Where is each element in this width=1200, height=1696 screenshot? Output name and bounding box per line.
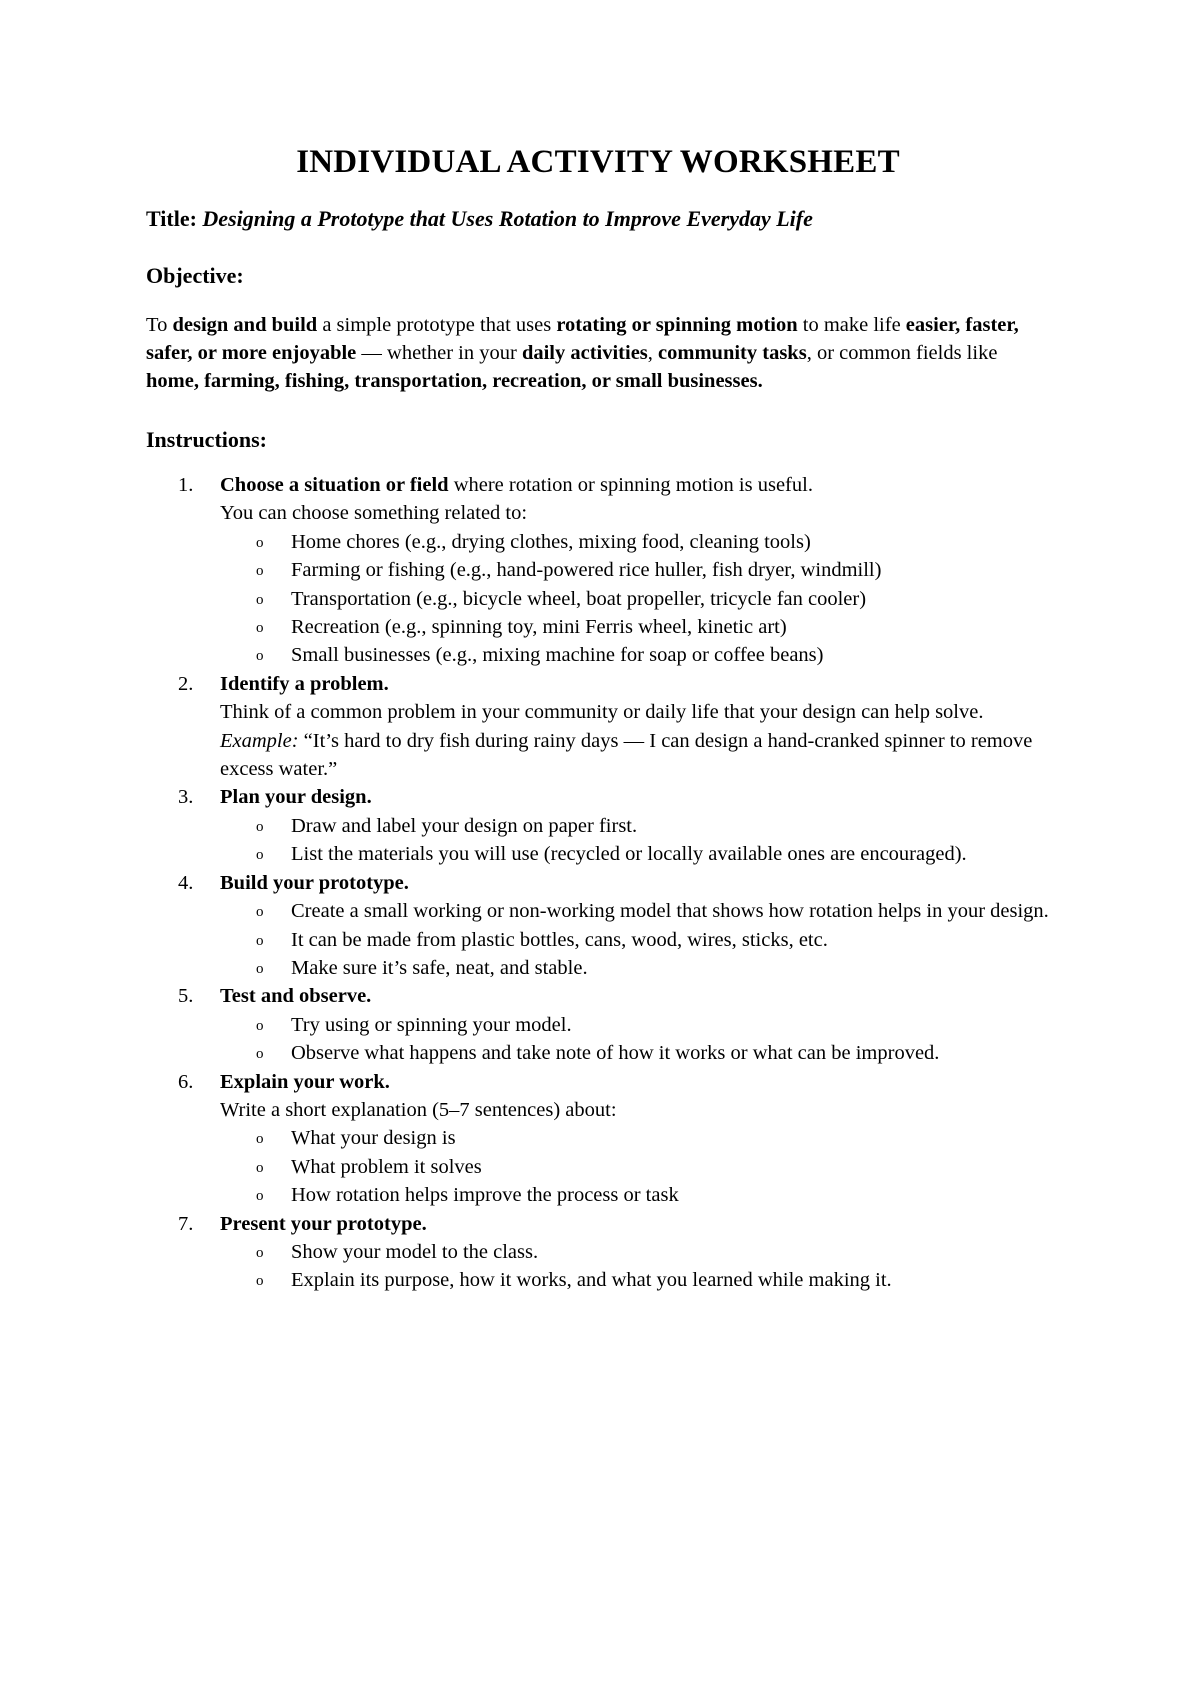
bullet-icon: o	[256, 960, 264, 977]
step-description: Write a short explanation (5–7 sentences) about:	[220, 1098, 617, 1121]
list-item	[219, 1039, 1050, 1067]
list-item	[219, 926, 1050, 954]
objective-emphasis: rotating or spinning motion	[556, 314, 798, 336]
list-item	[219, 641, 1050, 669]
sub-item-list	[220, 1011, 1050, 1068]
instructions-heading: Instructions:	[146, 427, 268, 452]
bullet-icon: o	[256, 1273, 264, 1290]
page-title: INDIVIDUAL ACTIVITY WORKSHEET	[296, 144, 900, 180]
sub-item-list	[220, 528, 1050, 670]
step-number: 6.	[178, 1070, 194, 1093]
sub-item-list	[220, 897, 1050, 982]
list-item	[219, 897, 1050, 925]
bullet-icon: o	[256, 534, 264, 551]
bullet-icon: o	[256, 591, 264, 608]
list-item	[219, 613, 1050, 641]
step-heading: Present your prototype.	[220, 1212, 427, 1235]
sub-item-text: Farming or fishing (e.g., hand-powered rice huller, fish dryer, windmill)	[291, 559, 882, 582]
objective-text: ,	[647, 342, 659, 364]
sub-item-text: Try using or spinning your model.	[291, 1013, 572, 1036]
sub-item-list	[220, 1124, 1050, 1209]
list-item	[219, 812, 1050, 840]
sub-item-text: Home chores (e.g., drying clothes, mixing food, cleaning tools)	[291, 530, 811, 553]
list-item	[219, 840, 1050, 868]
bullet-icon: o	[256, 620, 264, 637]
sub-item-text: Small businesses (e.g., mixing machine for soap or coffee beans)	[291, 644, 824, 667]
bullet-icon: o	[256, 1188, 264, 1205]
sub-item-text: Create a small working or non-working model that shows how rotation helps in your design.	[291, 900, 1049, 923]
step-heading: Plan your design.	[220, 786, 372, 809]
list-item	[219, 556, 1050, 584]
objective-emphasis: home, farming, fishing, transportation, recreation, or small businesses.	[146, 370, 763, 392]
sub-item-text: Transportation (e.g., bicycle wheel, boat propeller, tricycle fan cooler)	[291, 587, 867, 610]
worksheet-title-line	[146, 204, 1050, 234]
objective-paragraph	[146, 311, 1050, 395]
instruction-steps-list	[146, 471, 1050, 1295]
step-heading-line	[220, 670, 1050, 698]
instruction-step	[146, 1210, 1050, 1295]
list-item	[219, 1011, 1050, 1039]
bullet-icon: o	[256, 1046, 264, 1063]
step-heading: Build your prototype.	[220, 871, 409, 894]
bullet-icon: o	[256, 904, 264, 921]
list-item	[219, 585, 1050, 613]
bullet-icon: o	[256, 1017, 264, 1034]
sub-item-text: Recreation (e.g., spinning toy, mini Ferris wheel, kinetic art)	[291, 616, 787, 639]
bullet-icon: o	[256, 1159, 264, 1176]
list-item	[219, 954, 1050, 982]
bullet-icon: o	[256, 1244, 264, 1261]
bullet-icon: o	[256, 1131, 264, 1148]
step-heading-line	[220, 783, 1050, 811]
step-heading: Identify a problem.	[220, 672, 389, 695]
bullet-icon: o	[256, 932, 264, 949]
sub-item-text: List the materials you will use (recycled or locally available ones are encouraged).	[291, 843, 967, 866]
step-heading: Test and observe.	[220, 985, 372, 1008]
sub-item-text: Show your model to the class.	[291, 1240, 539, 1263]
objective-text: To	[146, 314, 173, 336]
step-heading-line	[220, 1068, 1050, 1096]
step-heading-line	[220, 982, 1050, 1010]
step-number: 5.	[178, 985, 194, 1008]
step-description: You can choose something related to:	[220, 502, 528, 525]
objective-text: to make life	[797, 314, 906, 336]
step-example	[220, 727, 1050, 784]
objective-emphasis: design and build	[172, 314, 318, 336]
sub-item-text: Draw and label your design on paper first.	[291, 814, 638, 837]
example-text: “It’s hard to dry fish during rainy days — I can design a hand-cranked spinner to remove excess water.”	[220, 729, 1033, 781]
example-label: Example:	[220, 729, 299, 752]
instruction-step	[146, 869, 1050, 983]
instruction-step	[146, 471, 1050, 670]
instruction-step	[146, 1068, 1050, 1210]
bullet-icon: o	[256, 563, 264, 580]
bullet-icon: o	[256, 648, 264, 665]
step-heading: Explain your work.	[220, 1070, 390, 1093]
objective-emphasis: community tasks	[658, 342, 807, 364]
step-heading-line	[220, 471, 1050, 499]
bullet-icon: o	[256, 847, 264, 864]
sub-item-list	[220, 1238, 1050, 1295]
list-item	[219, 1238, 1050, 1266]
instruction-step	[146, 783, 1050, 868]
sub-item-text: How rotation helps improve the process or task	[291, 1184, 679, 1207]
list-item	[219, 1153, 1050, 1181]
list-item	[219, 1124, 1050, 1152]
objective-emphasis: daily activities	[521, 342, 648, 364]
objective-emphasis: easier, faster, safer, or more enjoyable	[146, 314, 1019, 364]
sub-item-text: It can be made from plastic bottles, cans, wood, wires, sticks, etc.	[291, 928, 828, 951]
sub-item-text: What your design is	[291, 1127, 456, 1150]
step-heading-line	[220, 869, 1050, 897]
step-description: Think of a common problem in your community or daily life that your design can help solve.	[220, 701, 984, 724]
step-number: 4.	[178, 871, 194, 894]
list-item	[219, 1266, 1050, 1294]
objective-heading: Objective:	[146, 263, 244, 288]
step-number: 2.	[178, 672, 194, 695]
step-number: 3.	[178, 786, 194, 809]
bullet-icon: o	[256, 818, 264, 835]
title-label: Title:	[146, 206, 197, 231]
sub-item-text: Observe what happens and take note of how it works or what can be improved.	[291, 1042, 940, 1065]
sub-item-text: Explain its purpose, how it works, and what you learned while making it.	[291, 1269, 892, 1292]
step-number: 7.	[178, 1212, 194, 1235]
step-number: 1.	[178, 474, 194, 496]
objective-text: — whether in your	[356, 342, 522, 364]
step-heading-line	[220, 1210, 1050, 1238]
instruction-step	[146, 670, 1050, 784]
objective-text: , or common fields like	[806, 342, 998, 364]
title-text: Designing a Prototype that Uses Rotation to Improve Everyday Life	[202, 206, 813, 231]
objective-text: a simple prototype that uses	[317, 314, 557, 336]
instruction-step	[146, 982, 1050, 1067]
list-item	[219, 528, 1050, 556]
sub-item-text: What problem it solves	[291, 1155, 482, 1178]
sub-item-list	[220, 812, 1050, 869]
list-item	[219, 1181, 1050, 1209]
step-heading: Choose a situation or field	[220, 474, 449, 496]
step-heading-suffix: where rotation or spinning motion is useful.	[448, 474, 813, 496]
sub-item-text: Make sure it’s safe, neat, and stable.	[291, 956, 588, 979]
